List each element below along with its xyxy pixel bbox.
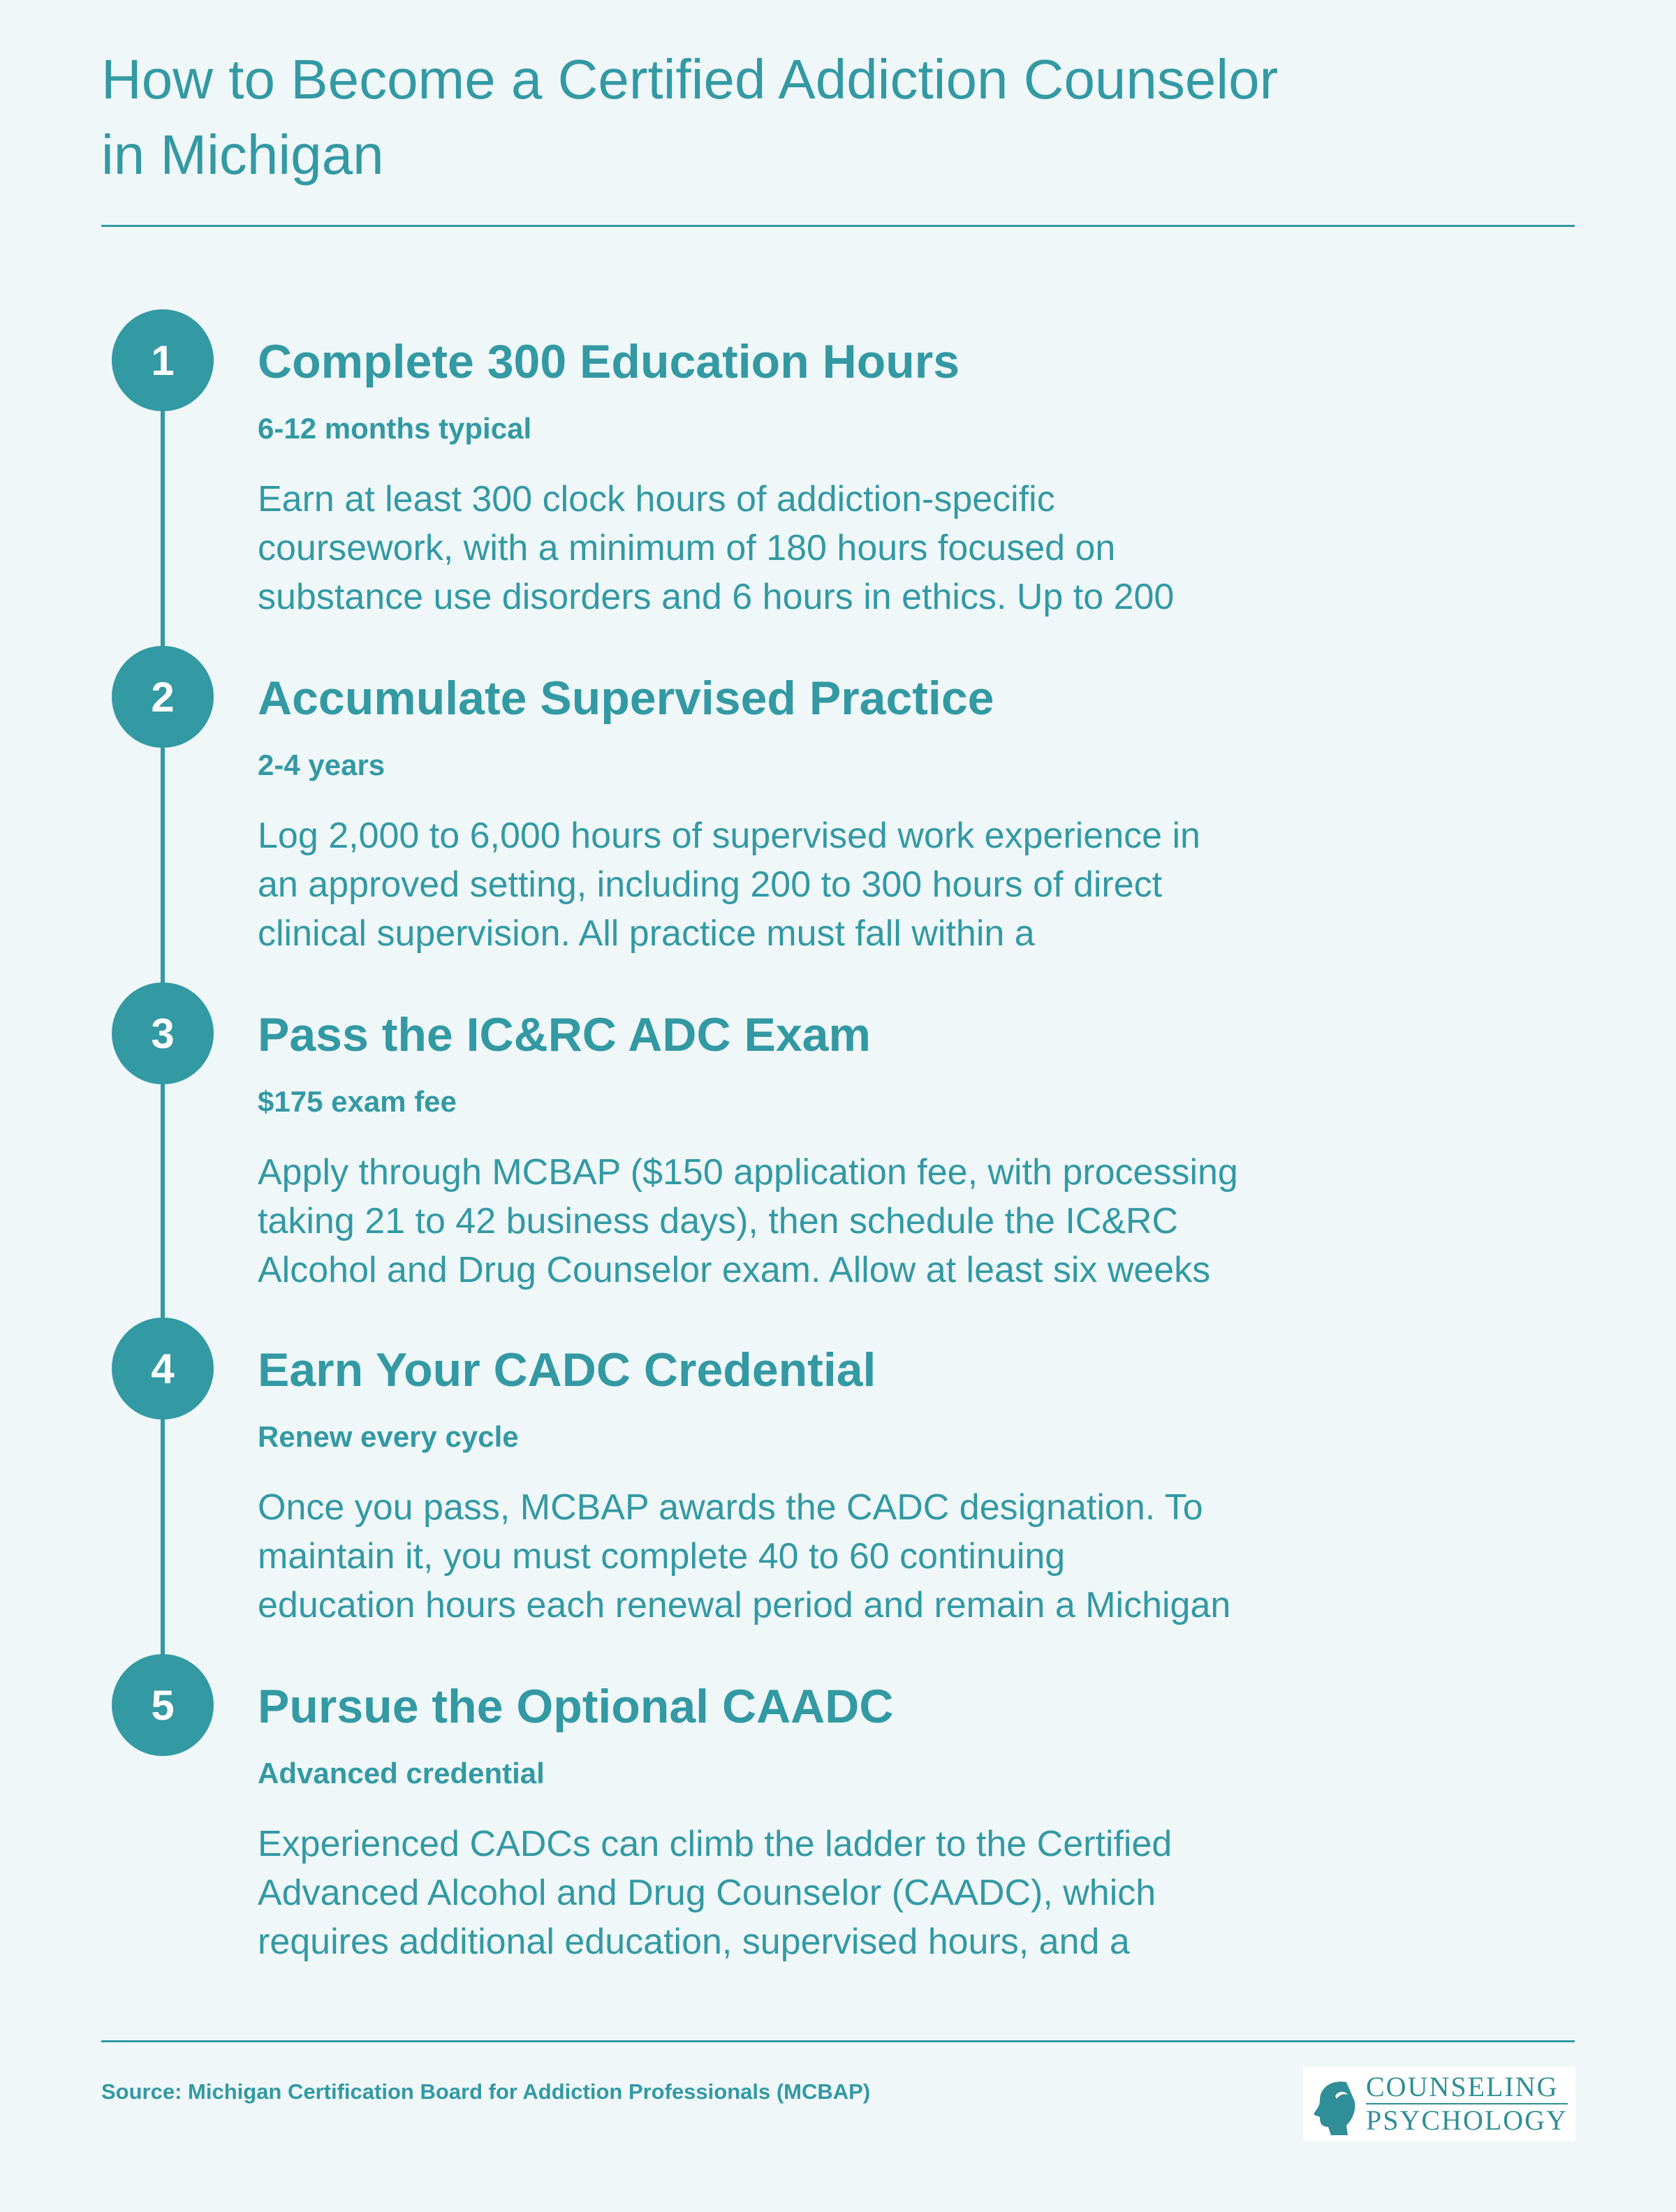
step-2-subtitle: 2-4 years xyxy=(258,749,385,781)
step-3-number-badge: 3 xyxy=(112,982,214,1084)
step-2-title: Accumulate Supervised Practice xyxy=(258,672,994,725)
step-1-description xyxy=(258,475,1375,621)
step-1-line-1: Earn at least 300 clock hours of addiction-specific xyxy=(258,479,1055,519)
step-3-line-3: Alcohol and Drug Counselor exam. Allow at least six weeks xyxy=(258,1250,1211,1290)
step-5-subtitle: Advanced credential xyxy=(258,1757,545,1790)
source-citation: Source: Michigan Certification Board for Addiction Professionals (MCBAP) xyxy=(101,2079,871,2104)
page-title xyxy=(101,42,1428,193)
step-3-title: Pass the IC&RC ADC Exam xyxy=(258,1008,871,1061)
step-3 xyxy=(258,1007,1375,1295)
top-divider xyxy=(101,225,1575,227)
step-5-line-1: Experienced CADCs can climb the ladder to the Certified xyxy=(258,1824,1173,1864)
page-title-line-1: How to Become a Certified Addiction Counselor xyxy=(101,48,1279,110)
step-1-subtitle: 6-12 months typical xyxy=(258,412,532,445)
step-5 xyxy=(258,1679,1375,1966)
step-2-line-3: clinical supervision. All practice must fall within a xyxy=(258,913,1035,954)
step-1 xyxy=(258,334,1375,621)
step-4-line-2: maintain it, you must complete 40 to 60 continuing xyxy=(258,1536,1066,1577)
step-5-line-2: Advanced Alcohol and Drug Counselor (CAADC), which xyxy=(258,1873,1156,1913)
step-2 xyxy=(258,670,1375,958)
step-3-subtitle: $175 exam fee xyxy=(258,1085,457,1118)
step-5-line-3: requires additional education, supervised hours, and a xyxy=(258,1922,1130,1962)
step-5-title: Pursue the Optional CAADC xyxy=(258,1680,894,1733)
step-4-title: Earn Your CADC Credential xyxy=(258,1343,876,1396)
step-1-line-3: substance use disorders and 6 hours in ethics. Up to 200 xyxy=(258,577,1175,617)
page-title-line-2: in Michigan xyxy=(101,124,384,186)
step-1-number-badge: 1 xyxy=(112,309,214,411)
step-3-line-2: taking 21 to 42 business days), then schedule the IC&RC xyxy=(258,1201,1179,1241)
step-5-number-badge: 5 xyxy=(112,1654,214,1756)
step-4-subtitle: Renew every cycle xyxy=(258,1420,519,1453)
step-4-number-badge: 4 xyxy=(112,1318,214,1420)
step-2-description xyxy=(258,811,1375,958)
step-4-line-1: Once you pass, MCBAP awards the CADC designation. To xyxy=(258,1487,1203,1528)
brand-logo xyxy=(1303,2067,1575,2141)
step-2-number-badge: 2 xyxy=(112,646,214,748)
head-profile-icon xyxy=(1303,2067,1366,2141)
step-4-line-3: education hours each renewal period and remain a Michigan xyxy=(258,1585,1231,1625)
step-2-line-1: Log 2,000 to 6,000 hours of supervised work experience in xyxy=(258,816,1200,856)
step-2-line-2: an approved setting, including 200 to 300 hours of direct xyxy=(258,864,1163,905)
step-3-line-1: Apply through MCBAP ($150 application fee, with processing xyxy=(258,1152,1238,1193)
step-4-description xyxy=(258,1483,1375,1630)
logo-wordmark xyxy=(1366,2071,1568,2137)
step-1-title: Complete 300 Education Hours xyxy=(258,335,960,388)
step-1-line-2: coursework, with a minimum of 180 hours focused on xyxy=(258,528,1116,568)
step-5-description xyxy=(258,1820,1375,1966)
logo-line-2: PSYCHOLOGY xyxy=(1366,2104,1568,2136)
logo-line-1: COUNSELING xyxy=(1366,2071,1559,2102)
step-4 xyxy=(258,1342,1375,1630)
bottom-divider xyxy=(101,2040,1575,2042)
step-3-description xyxy=(258,1148,1375,1295)
